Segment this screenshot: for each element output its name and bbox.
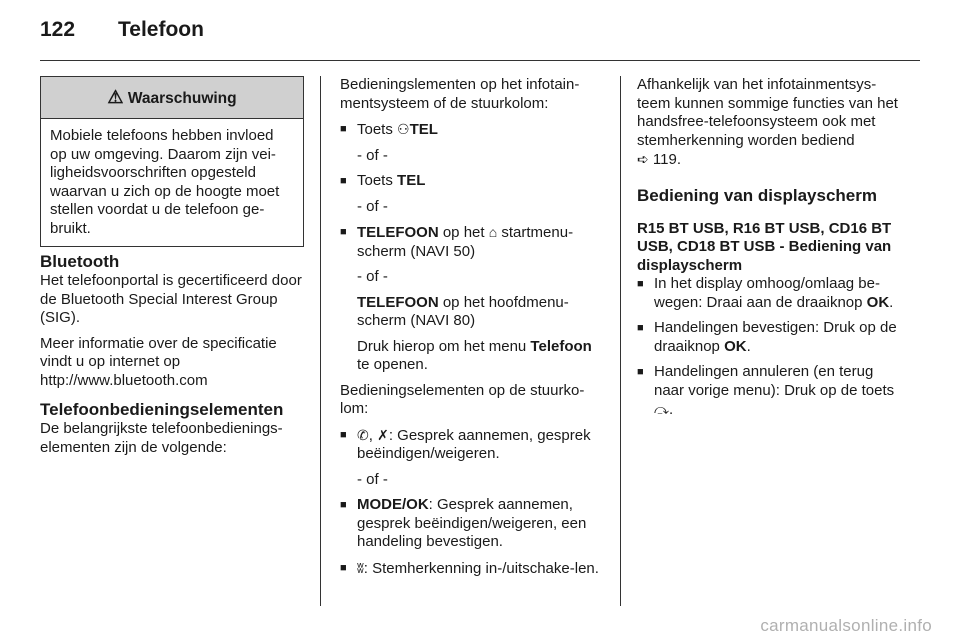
or-separator: - of - [357,197,388,215]
bluetooth-paragraph-1: Het telefoonportal is gecertificeerd door de Bluetooth Special Interest Group (SIG). [40,272,302,326]
back-icon: ⤼ [654,401,669,417]
voice-recognition-icon: ʬ [357,559,364,576]
page-reference-icon: ➪ [637,151,649,167]
bluetooth-heading: Bluetooth [40,252,120,271]
list-item: ■ TELEFOON op het ⌂ startmenu-scherm (NAVI 50) [340,223,604,261]
column-divider-right [620,76,621,606]
or-separator: - of - [357,146,388,164]
watermark: carmanualsonline.info [760,616,932,635]
controls-paragraph: De belangrijkste telefoonbedienings-elementen zijn de volgende: [40,420,283,456]
page-header [40,18,204,42]
column-2 [340,76,604,585]
display-subheading: R15 BT USB, R16 BT USB, CD16 BT USB, CD18 BT USB - Bediening van displayscherm [637,219,892,274]
infotainment-intro: Bedieningslementen op het infotain-mentsysteem of de stuurkolom: [340,76,580,112]
warning-triangle-icon: ⚠ [107,87,124,107]
steering-intro: Bedieningselementen op de stuurko-lom: [340,381,585,417]
phone-hangup-icon: ✗ [377,426,389,443]
warning-header [41,77,303,119]
column-3 [637,76,905,427]
list-item-continuation: TELEFOON op het hoofdmenu-scherm (NAVI 80) [357,293,569,329]
column-divider-left [320,76,321,606]
list-item: ■ ✆, ✗: Gesprek aannemen, gesprek beëindigen/weigeren. [340,426,604,464]
list-item: ■ Toets TEL [340,172,604,191]
home-icon: ⌂ [488,224,498,240]
list-item: ■ MODE/OK: Gesprek aannemen, gesprek beëindigen/weigeren, een handeling bevestigen. [340,496,604,552]
list-item-continuation: Druk hierop om het menu Telefoon te openen. [357,337,592,373]
voice-paragraph: Afhankelijk van het infotainmentsys-teem kunnen sommige functies van het handsfree-telefoonsysteem ook met stemherkenning worden bediend ➪ 119. [637,76,898,168]
controls-heading: Telefoonbedieningselementen [40,400,284,419]
header-rule [40,60,920,61]
warning-box [40,76,304,247]
warning-text: Mobiele telefoons hebben invloed op uw omgeving. Daarom zijn vei-ligheidsvoorschriften opgesteld waarvan u zich op de hoogte moet stellen voordat u de telefoon ge-bruikt. [50,127,280,237]
list-item: ■ ʬ: Stemherkenning in-/uitschake-len. [340,559,604,579]
warning-title: Waarschuwing [127,90,237,107]
list-item: ■ Toets ⚇TEL [340,120,604,140]
phone-menu-icon: ⚇ [397,121,410,137]
list-item: ■ Handelingen annuleren (en terug naar vorige menu): Druk op de toets ⤼. [637,363,905,420]
page-title: Telefoon [118,18,204,41]
display-heading: Bediening van displayscherm [637,185,877,205]
phone-answer-icon: ✆ [357,426,369,443]
or-separator: - of - [357,268,388,285]
list-item: ■ Handelingen bevestigen: Druk op de draaiknop OK. [637,319,905,356]
bluetooth-paragraph-2: Meer informatie over de specificatie vindt u op internet op http://www.bluetooth.com [40,334,277,389]
page-number: 122 [40,18,76,41]
list-item: ■ In het display omhoog/omlaag be-wegen: Draai aan de draaiknop OK. [637,275,905,312]
column-1 [40,252,302,464]
or-separator: - of - [357,470,388,488]
